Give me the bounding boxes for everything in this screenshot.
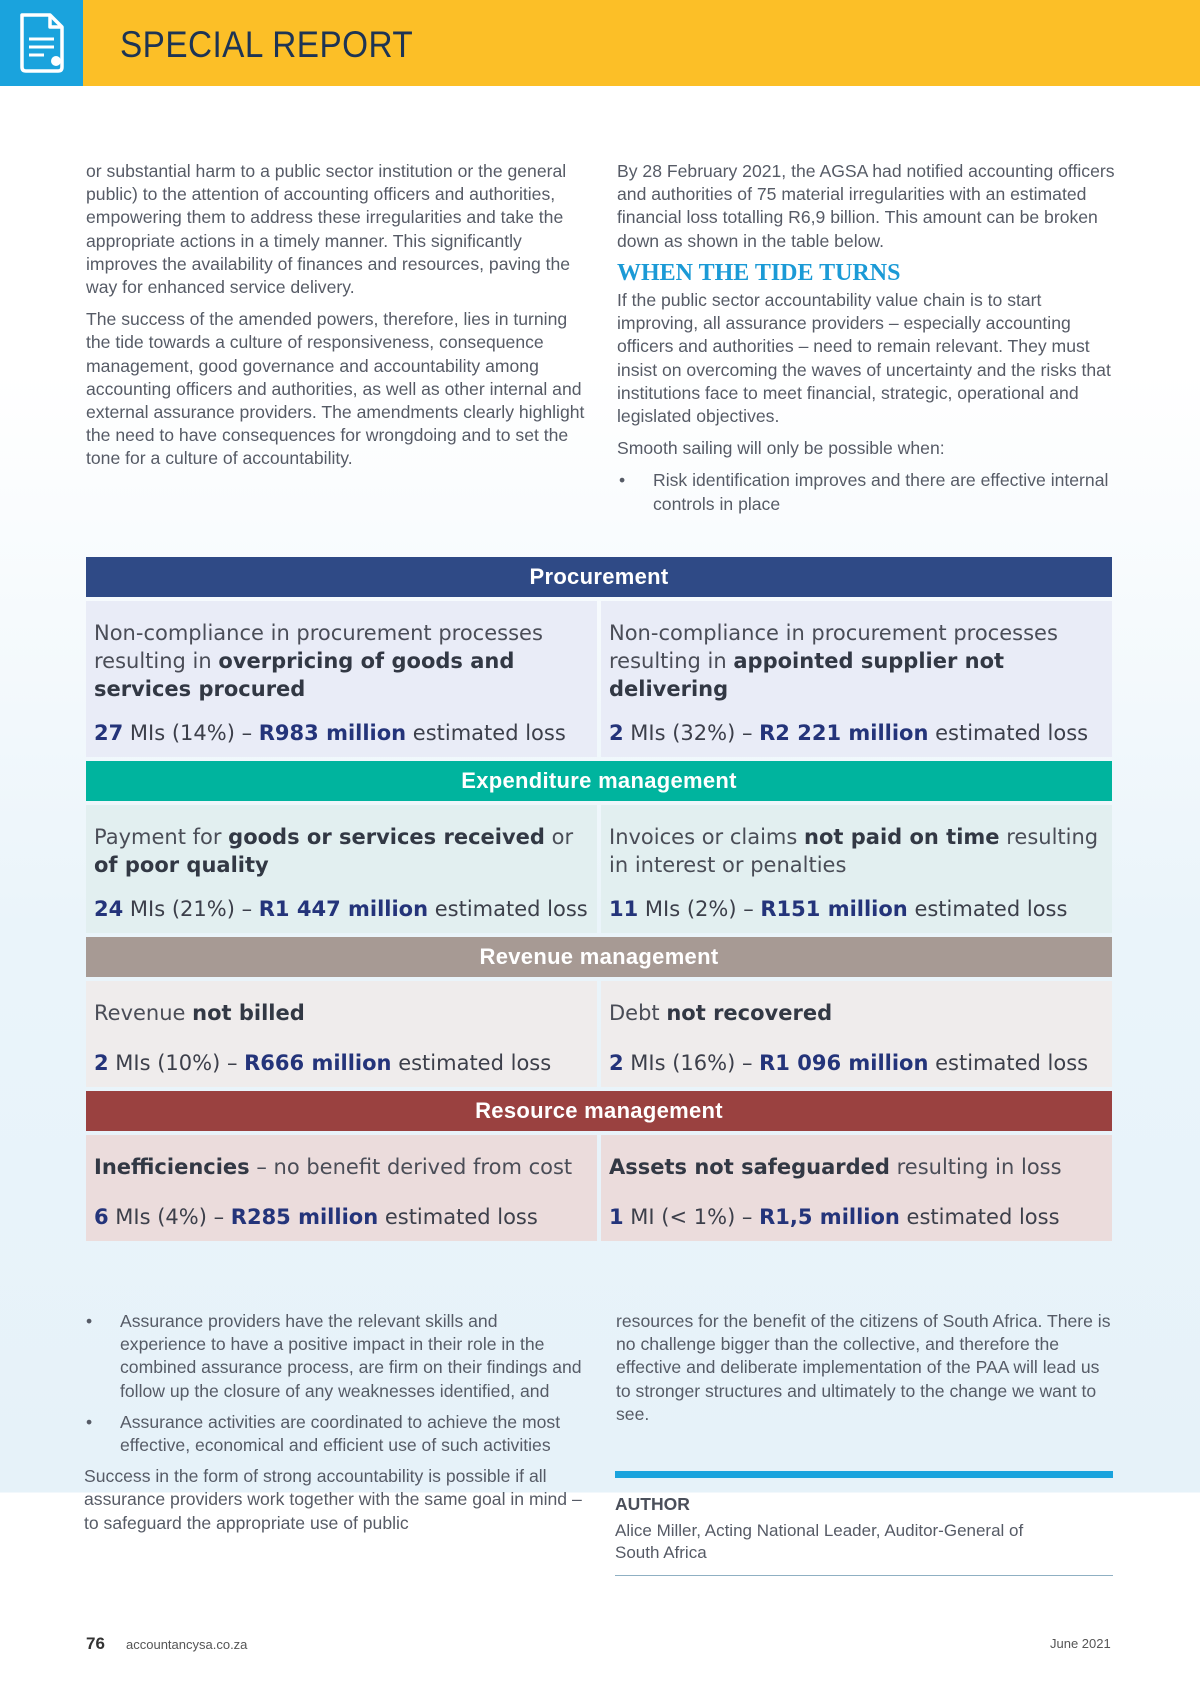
cell-text: or (544, 825, 574, 849)
table-cell (86, 1135, 597, 1241)
paragraph: The success of the amended powers, therefore, lies in turning the tide towards a culture of responsiveness, consequence management, good governance and accountability among accounting officers and authorities, as well as other internal and external assurance providers. The amendments clearly highlight the need to have consequences for wrongdoing and to set the tone for a culture of accountability. (86, 309, 585, 469)
loss-amount: R2 221 million (759, 721, 929, 745)
header-icon-box (0, 0, 83, 86)
paragraph: If the public sector accountability value chain is to start improving, all assurance providers – especially accounting officers and authorities – need to remain relevant. They must insist on overcoming the waves of uncertainty and the risks that institutions face to meet financial, strategic, operational and legislated objectives. (617, 290, 1111, 427)
mi-count: 27 (94, 721, 124, 745)
cell-emphasis: appointed supplier not delivering (609, 649, 1005, 701)
table-cell (86, 805, 597, 933)
cell-emphasis: overpricing of goods and services procured (94, 649, 515, 701)
paragraph: resources for the benefit of the citizens of South Africa. There is no challenge bigger than the collective, and therefore the effective and deliberate implementation of the PAA will lead us to stronger structures and ultimately to the change we want to see. (616, 1311, 1111, 1424)
loss-label: estimated loss (899, 1205, 1060, 1229)
loss-amount: R666 million (244, 1051, 392, 1075)
document-icon (16, 12, 68, 74)
category-row-resource (86, 1135, 1112, 1241)
paragraph: Smooth sailing will only be possible when: (617, 438, 945, 459)
loss-label: estimated loss (406, 721, 566, 745)
right-column-bottom (616, 1310, 1114, 1435)
table-cell (601, 601, 1112, 757)
category-header-procurement: Procurement (86, 557, 1112, 597)
cell-emphasis: not recovered (666, 1001, 833, 1025)
page-title: SPECIAL REPORT (120, 24, 414, 65)
right-column-top (617, 160, 1117, 524)
cell-emphasis: of poor quality (94, 853, 269, 877)
cell-text: Non-compliance in procurement processes resulting in (94, 621, 543, 673)
cell-text: Revenue (94, 1001, 193, 1025)
loss-label: estimated loss (928, 1051, 1089, 1075)
cell-text: Non-compliance in procurement processes resulting in (609, 621, 1058, 673)
loss-amount: R1,5 million (759, 1205, 900, 1229)
loss-amount: R1 447 million (258, 897, 429, 921)
loss-amount: R285 million (230, 1205, 379, 1229)
loss-label: estimated loss (428, 897, 588, 921)
issue-date: June 2021 (1050, 1636, 1111, 1651)
category-header-revenue: Revenue management (86, 937, 1112, 977)
category-header-expenditure: Expenditure management (86, 761, 1112, 801)
bullet-list (84, 1310, 584, 1457)
bullet-item: • Assurance providers have the relevant skills and experience to have a positive impact in their role in the combined assurance process, are firm on their findings and follow up the closure of any weaknesses identified, and (84, 1310, 584, 1403)
author-label: AUTHOR (615, 1494, 690, 1514)
paragraph: By 28 February 2021, the AGSA had notified accounting officers and authorities of 75 material irregularities with an estimated financial loss totalling R6,9 billion. This amount can be broken down as shown in the table below. (617, 161, 1115, 251)
paragraph: Success in the form of strong accountability is possible if all assurance providers work together with the same goal in mind – to safeguard the appropriate use of public (84, 1466, 582, 1533)
author-name: Alice Miller, Acting National Leader, Auditor-General of South Africa (615, 1521, 1024, 1562)
cell-emphasis: not paid on time (804, 825, 1000, 849)
author-rule (615, 1575, 1113, 1576)
cell-emphasis: not billed (192, 1001, 305, 1025)
page-number: 76 (86, 1634, 105, 1653)
paragraph: or substantial harm to a public sector institution or the general public) to the attention of accounting officers and authorities, empowering them to address these irregularities and take the appropriate actions in a timely manner. This significantly improves the availability of finances and resources, paving the way for enhanced service delivery. (86, 161, 571, 298)
bullet-list (617, 469, 1117, 515)
cell-emphasis: Assets not safeguarded (609, 1155, 890, 1179)
cell-text: – no benefit derived from cost (249, 1155, 573, 1179)
mi-percent: MIs (10%) – (108, 1051, 245, 1075)
cell-emphasis: Inefficiencies (94, 1155, 250, 1179)
page-footer (0, 1612, 1200, 1696)
page-header (0, 0, 1200, 86)
mi-count: 6 (94, 1205, 109, 1229)
cell-text: Invoices or claims (609, 825, 805, 849)
table-cell (601, 1135, 1112, 1241)
cell-emphasis: goods or services received (228, 825, 545, 849)
bullet-item: • Assurance activities are coordinated to achieve the most effective, economical and efficient use of such activities (84, 1411, 584, 1457)
mi-percent: MIs (14%) – (123, 721, 259, 745)
mi-count: 24 (94, 897, 124, 921)
table-cell (86, 601, 597, 757)
cell-text: resulting in loss (889, 1155, 1062, 1179)
mi-percent: MIs (2%) – (638, 897, 761, 921)
section-heading: WHEN THE TIDE TURNS (617, 259, 901, 286)
mi-percent: MIs (21%) – (123, 897, 259, 921)
table-cell (601, 981, 1112, 1087)
mi-count: 1 (609, 1205, 624, 1229)
mi-percent: MIs (32%) – (623, 721, 760, 745)
cell-text: resulting in interest or penalties (609, 825, 1099, 877)
category-header-resource: Resource management (86, 1091, 1112, 1131)
loss-label: estimated loss (391, 1051, 552, 1075)
left-column-bottom (84, 1310, 584, 1544)
loss-amount: R1 096 million (759, 1051, 929, 1075)
author-divider (615, 1471, 1113, 1478)
mi-count: 2 (609, 1051, 624, 1075)
table-cell (86, 981, 597, 1087)
loss-label: estimated loss (378, 1205, 538, 1229)
mi-percent: MI (< 1%) – (623, 1205, 760, 1229)
website-link[interactable]: accountancysa.co.za (126, 1637, 248, 1652)
loss-label: estimated loss (907, 897, 1068, 921)
category-row-revenue (86, 981, 1112, 1087)
cell-text: Payment for (94, 825, 229, 849)
bullet-item: • Risk identification improves and there are effective internal controls in place (617, 469, 1117, 515)
loss-amount: R983 million (258, 721, 407, 745)
loss-amount: R151 million (760, 897, 908, 921)
mi-percent: MIs (4%) – (108, 1205, 231, 1229)
mi-count: 11 (609, 897, 639, 921)
loss-label: estimated loss (928, 721, 1089, 745)
cell-text: Debt (609, 1001, 667, 1025)
left-column-top (86, 160, 586, 480)
mi-count: 2 (94, 1051, 109, 1075)
mi-percent: MIs (16%) – (623, 1051, 760, 1075)
material-irregularities-table (86, 557, 1112, 1245)
category-row-expenditure (86, 805, 1112, 933)
mi-count: 2 (609, 721, 624, 745)
table-cell (601, 805, 1112, 933)
category-row-procurement (86, 601, 1112, 757)
